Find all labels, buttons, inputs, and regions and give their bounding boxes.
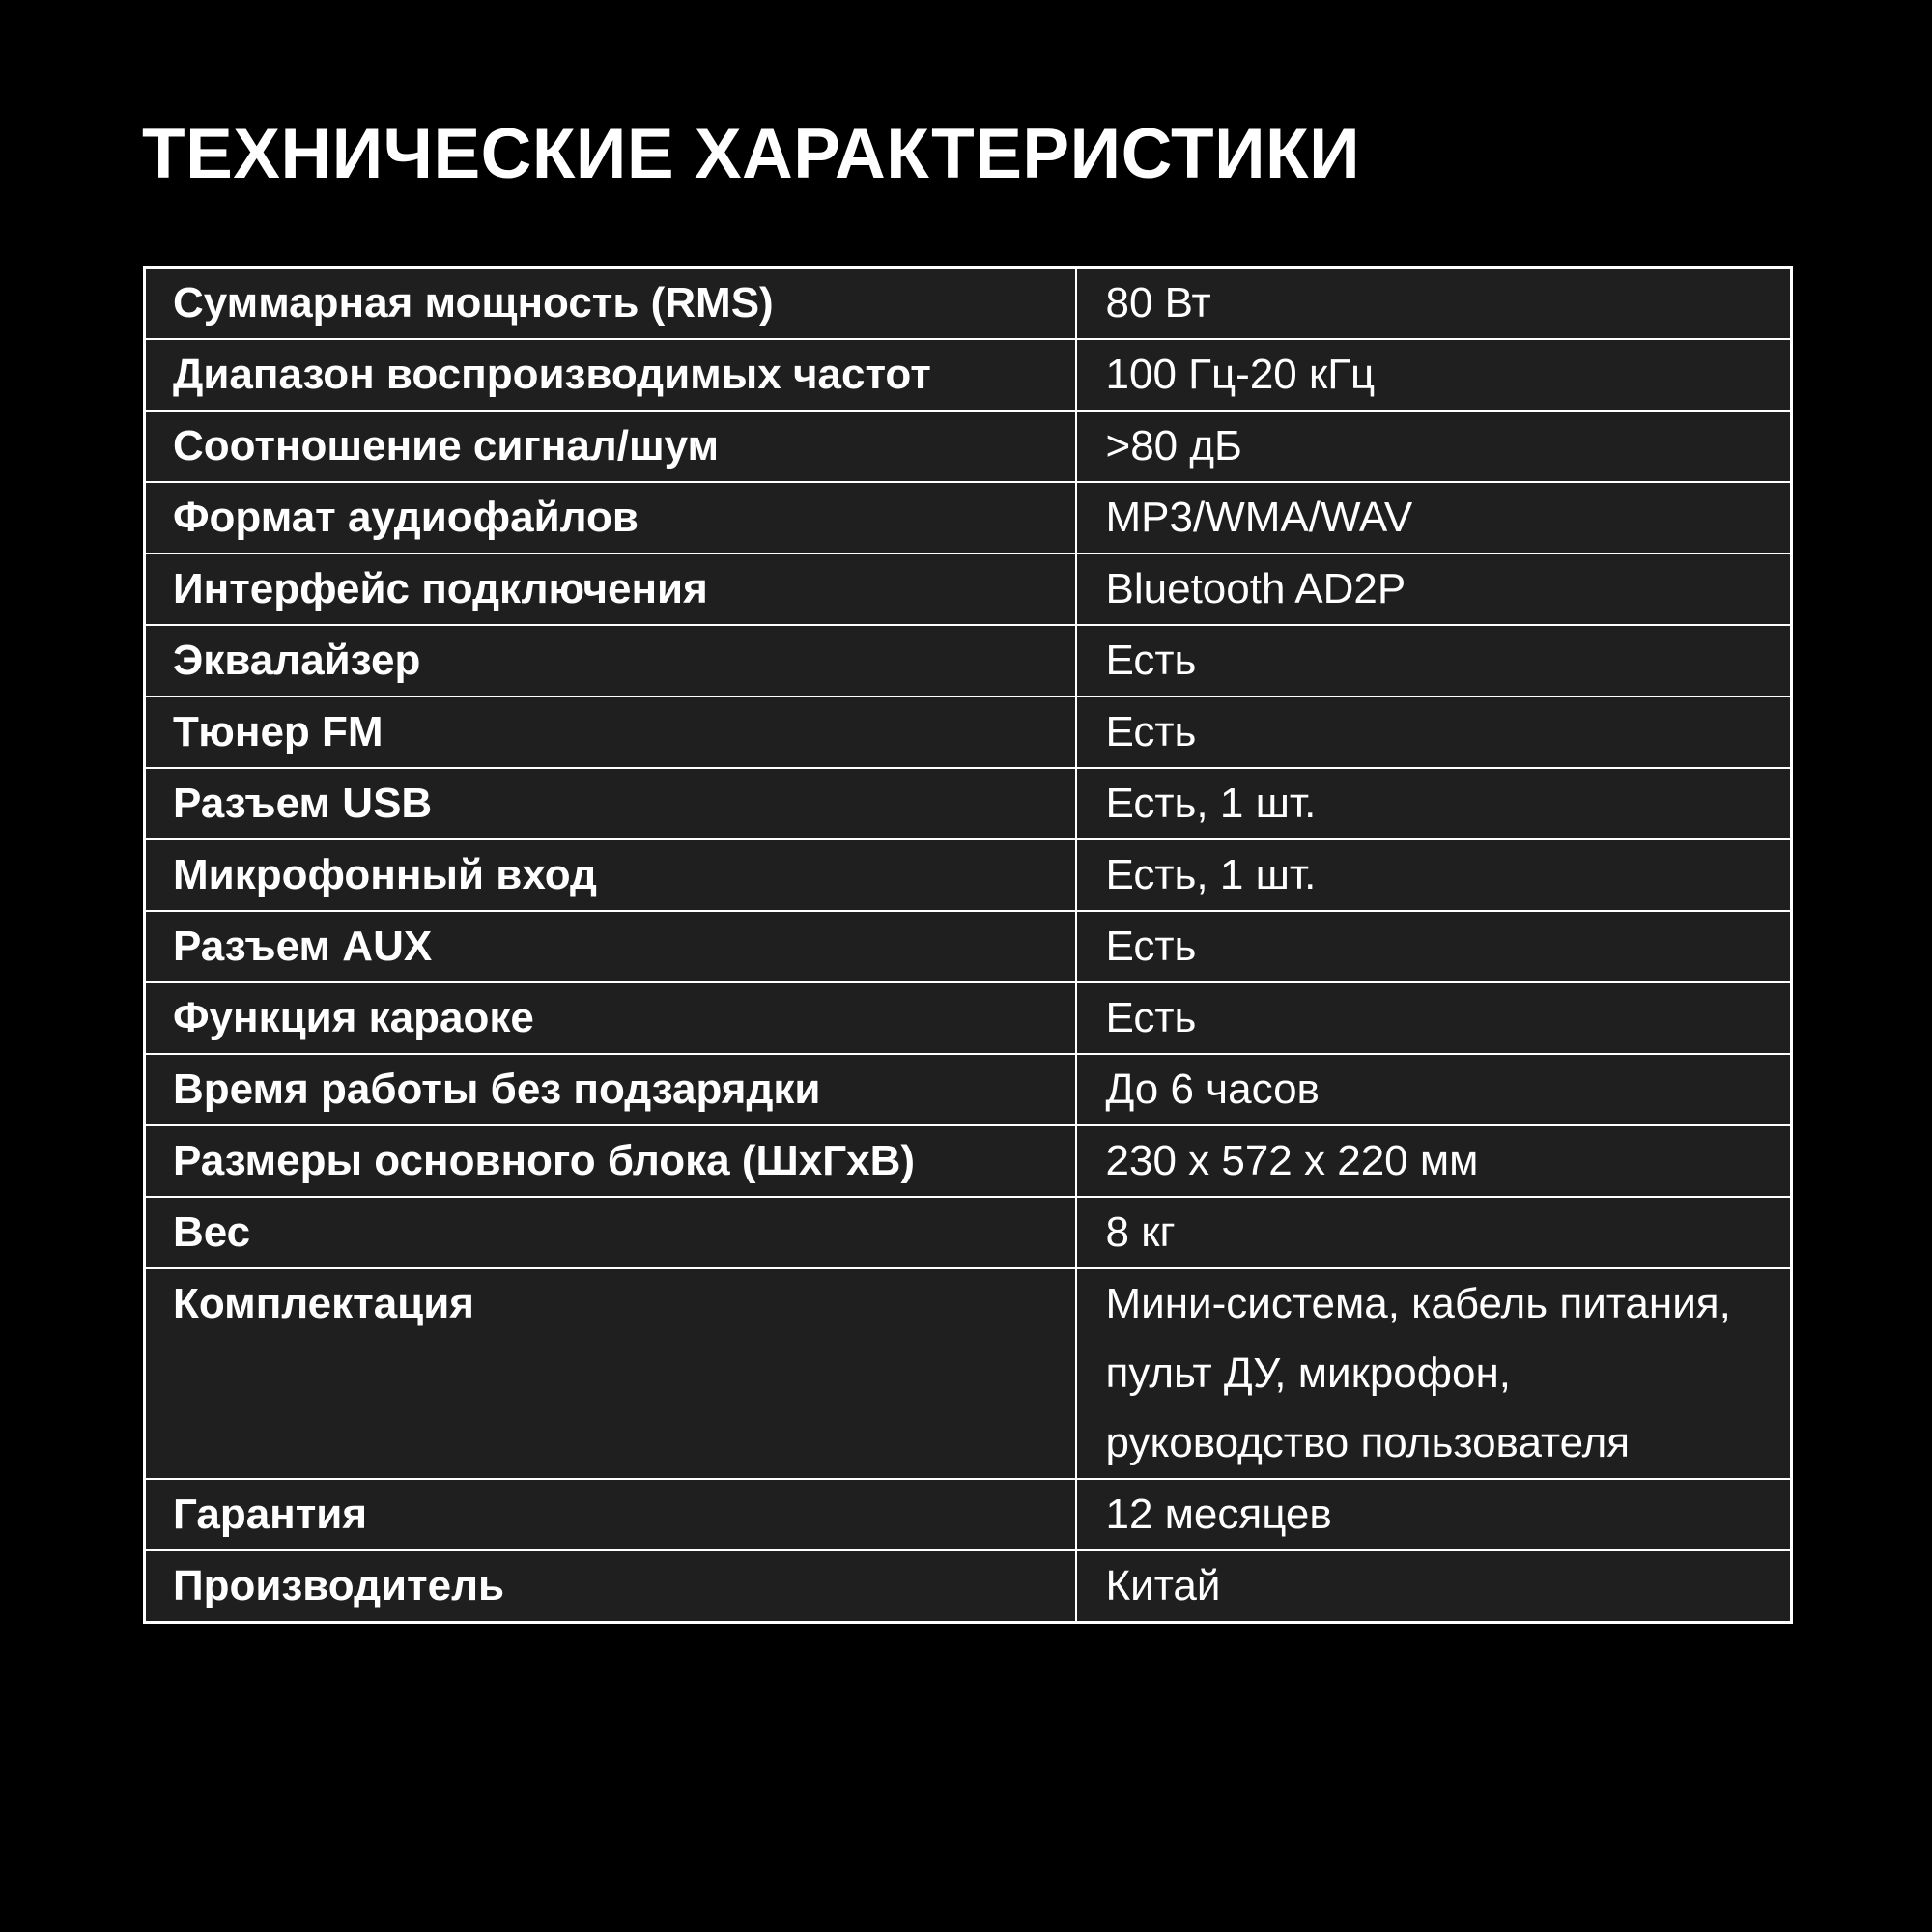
specs-table-body	[145, 268, 1792, 1623]
spec-value	[1076, 982, 1792, 1054]
spec-label: Время работы без подзарядки	[145, 1054, 1076, 1125]
spec-value	[1076, 339, 1792, 411]
table-row	[145, 911, 1792, 982]
spec-value	[1076, 1550, 1792, 1623]
table-row	[145, 1550, 1792, 1623]
table-row	[145, 839, 1792, 911]
spec-label: Эквалайзер	[145, 625, 1076, 696]
table-row	[145, 1268, 1792, 1479]
spec-value	[1076, 768, 1792, 839]
spec-value-line: 8 кг	[1105, 1208, 1176, 1256]
spec-label: Формат аудиофайлов	[145, 482, 1076, 554]
table-row	[145, 1125, 1792, 1197]
table-row	[145, 1197, 1792, 1268]
spec-label: Комплектация	[145, 1268, 1076, 1479]
table-row	[145, 554, 1792, 625]
spec-value	[1076, 554, 1792, 625]
table-row	[145, 696, 1792, 768]
spec-value	[1076, 1197, 1792, 1268]
table-row	[145, 625, 1792, 696]
spec-value-line: Китай	[1105, 1562, 1221, 1609]
spec-value	[1076, 1125, 1792, 1197]
spec-value-line: 230 х 572 х 220 мм	[1105, 1137, 1479, 1184]
spec-value	[1076, 625, 1792, 696]
spec-value	[1076, 911, 1792, 982]
spec-label: Разъем AUX	[145, 911, 1076, 982]
spec-label: Интерфейс подключения	[145, 554, 1076, 625]
spec-value-line: пульт ДУ, микрофон,	[1105, 1350, 1511, 1397]
spec-value-line: 100 Гц-20 кГц	[1105, 351, 1376, 398]
spec-label: Суммарная мощность (RMS)	[145, 268, 1076, 340]
spec-value-line: Есть, 1 шт.	[1105, 851, 1317, 898]
spec-value	[1076, 411, 1792, 482]
spec-label: Соотношение сигнал/шум	[145, 411, 1076, 482]
spec-label: Гарантия	[145, 1479, 1076, 1550]
spec-value	[1076, 696, 1792, 768]
spec-value-line: >80 дБ	[1105, 422, 1242, 469]
spec-label: Тюнер FM	[145, 696, 1076, 768]
spec-value	[1076, 1054, 1792, 1125]
spec-value-line: MP3/WMA/WAV	[1105, 494, 1413, 541]
spec-value-line: До 6 часов	[1105, 1065, 1320, 1113]
spec-value	[1076, 482, 1792, 554]
spec-value-line: Мини-система, кабель питания,	[1105, 1280, 1731, 1327]
table-row	[145, 1479, 1792, 1550]
spec-value	[1076, 839, 1792, 911]
spec-value-line: Есть	[1105, 637, 1197, 684]
spec-value-line: 12 месяцев	[1105, 1491, 1332, 1538]
spec-label: Размеры основного блока (ШхГхВ)	[145, 1125, 1076, 1197]
spec-value	[1076, 1479, 1792, 1550]
spec-value-line: Есть	[1105, 708, 1197, 755]
spec-label: Разъем USB	[145, 768, 1076, 839]
spec-value-line: 80 Вт	[1105, 279, 1211, 327]
table-row	[145, 339, 1792, 411]
spec-value-line: руководство пользователя	[1105, 1419, 1631, 1466]
table-row	[145, 768, 1792, 839]
table-row	[145, 268, 1792, 340]
spec-value-line: Есть	[1105, 923, 1197, 970]
spec-value-line: Есть, 1 шт.	[1105, 780, 1317, 827]
spec-label: Микрофонный вход	[145, 839, 1076, 911]
spec-value-line: Есть	[1105, 994, 1197, 1041]
table-row	[145, 482, 1792, 554]
spec-label: Вес	[145, 1197, 1076, 1268]
table-row	[145, 411, 1792, 482]
page-title: ТЕХНИЧЕСКИЕ ХАРАКТЕРИСТИКИ	[142, 115, 1361, 193]
spec-label: Функция караоке	[145, 982, 1076, 1054]
table-row	[145, 982, 1792, 1054]
spec-value-line: Bluetooth AD2P	[1105, 565, 1406, 612]
spec-value	[1076, 268, 1792, 340]
table-row	[145, 1054, 1792, 1125]
specs-table	[143, 266, 1793, 1624]
spec-label: Диапазон воспроизводимых частот	[145, 339, 1076, 411]
spec-value	[1076, 1268, 1792, 1479]
spec-label: Производитель	[145, 1550, 1076, 1623]
